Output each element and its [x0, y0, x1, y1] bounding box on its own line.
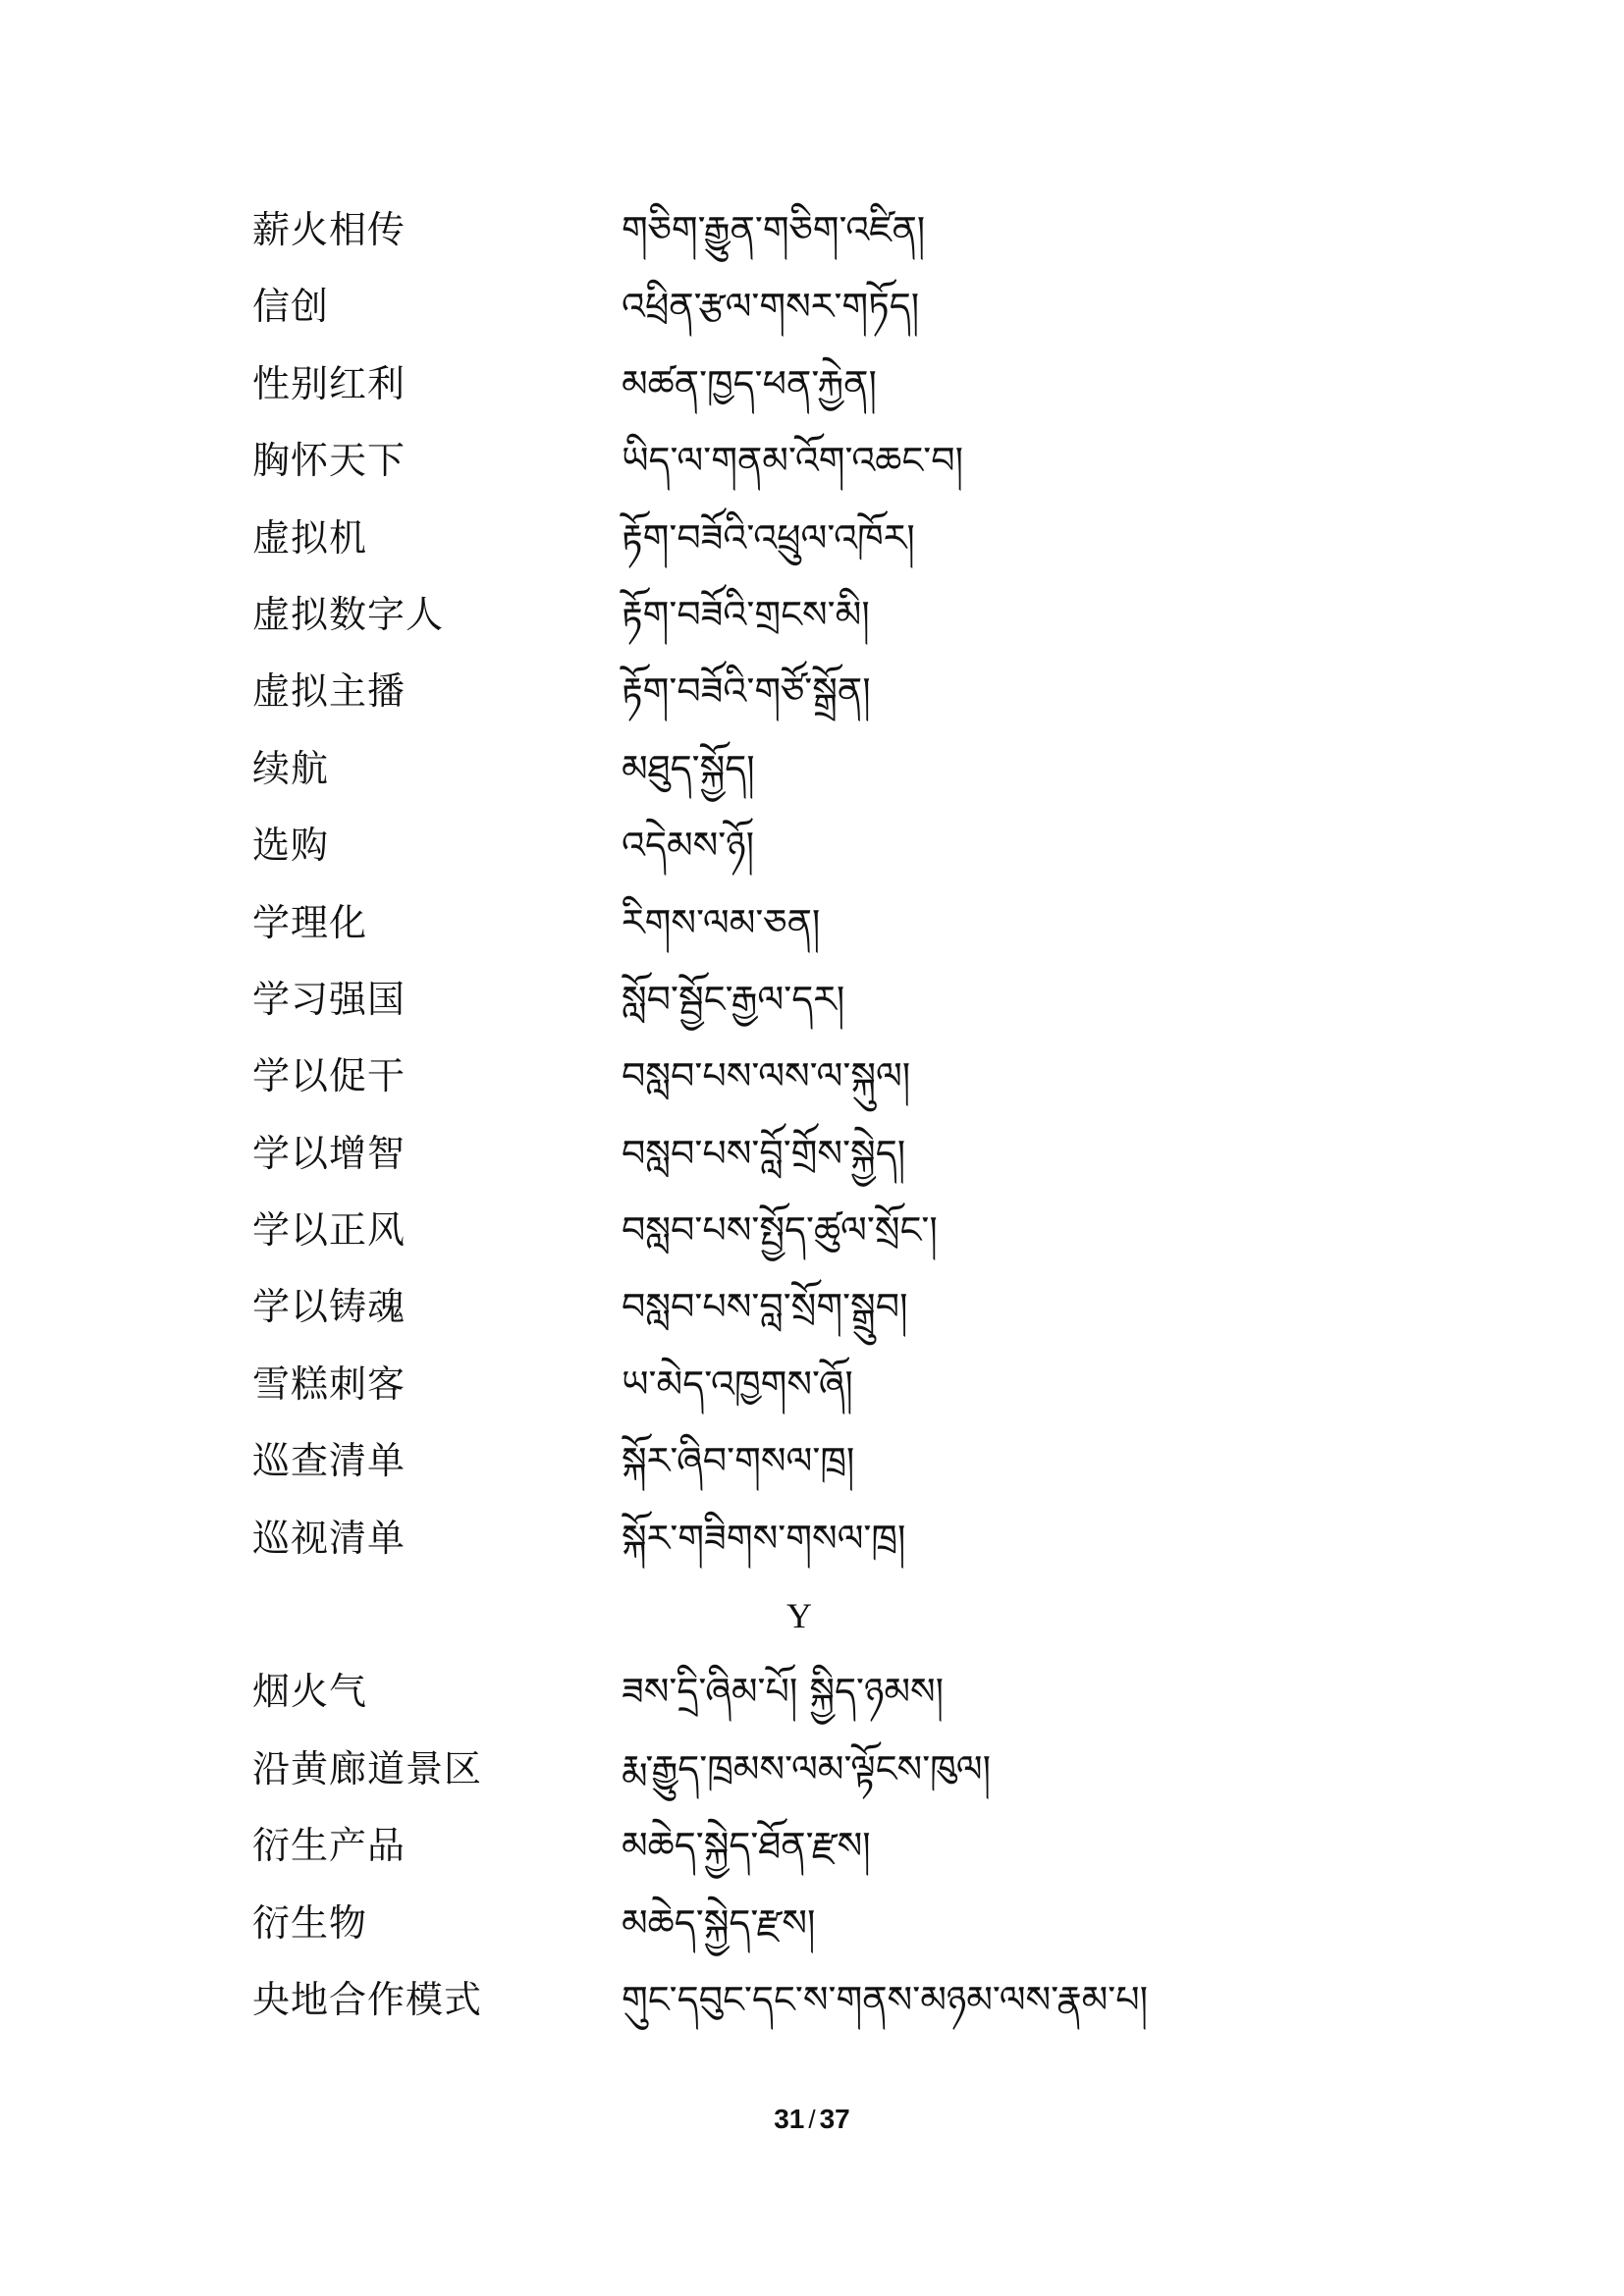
chinese-term: 学以铸魂: [252, 1285, 406, 1329]
glossary-entry: [252, 281, 1372, 357]
tibetan-translation: རྟོག་བཟོའི་གྲངས་མི།: [622, 592, 870, 636]
tibetan-translation: བསླབ་པས་བློ་གྲོས་སྐྱེད།: [622, 1131, 906, 1175]
chinese-term: 虚拟机: [252, 515, 368, 560]
chinese-term: 巡视清单: [252, 1516, 406, 1560]
glossary-entry: [252, 589, 1372, 666]
tibetan-translation: བསླབ་པས་བླ་སྲོག་སྒྲུབ།: [622, 1285, 908, 1329]
page-separator: /: [808, 2105, 816, 2134]
tibetan-translation: རྟོག་བཟོའི་གཙོ་སྒྲོན།: [622, 669, 871, 714]
glossary-list: [252, 204, 1372, 2051]
chinese-term: 学以正风: [252, 1208, 406, 1253]
glossary-entry: [252, 974, 1372, 1050]
glossary-entry: [252, 1974, 1372, 2051]
glossary-entry: [252, 1435, 1372, 1512]
glossary-entry: [252, 666, 1372, 742]
glossary-entry: [252, 1204, 1372, 1281]
glossary-entry: [252, 1743, 1372, 1820]
glossary-entry: [252, 1359, 1372, 1435]
glossary-entry: [252, 1281, 1372, 1358]
chinese-term: 学习强国: [252, 977, 406, 1021]
chinese-term: 学理化: [252, 900, 368, 944]
tibetan-translation: ཟས་དྲི་ཞིམ་པོ། སྐྱིད་ཉམས།: [622, 1670, 945, 1714]
glossary-entry: [252, 435, 1372, 511]
chinese-term: 央地合作模式: [252, 1977, 483, 2021]
glossary-entry: [252, 743, 1372, 820]
chinese-term: 选购: [252, 824, 330, 868]
chinese-term: 信创: [252, 285, 330, 329]
tibetan-translation: སློབ་སྦྱོང་རྒྱལ་དར།: [622, 977, 845, 1021]
tibetan-translation: སྐོར་ཞིབ་གསལ་ཁྲ།: [622, 1439, 855, 1483]
chinese-term: 虚拟数字人: [252, 592, 445, 636]
chinese-term: 性别红利: [252, 361, 406, 405]
glossary-entry: [252, 820, 1372, 896]
glossary-entry: [252, 1666, 1372, 1742]
tibetan-translation: མཆེད་སྐྱེད་རྫས།: [622, 1900, 816, 1945]
page-number: [0, 2104, 1624, 2135]
tibetan-translation: མཚན་ཁྱད་ཕན་རྐྱེན།: [622, 361, 877, 405]
page-total: 37: [819, 2104, 850, 2134]
glossary-entry: [252, 897, 1372, 974]
section-letter: Y: [786, 1596, 812, 1636]
chinese-term: 续航: [252, 746, 330, 790]
tibetan-translation: སྐོར་གཟིགས་གསལ་ཁྲ།: [622, 1516, 906, 1560]
glossary-entry: [252, 204, 1372, 281]
tibetan-translation: བསླབ་པས་ལས་ལ་སྐུལ།: [622, 1054, 911, 1098]
chinese-term: 衍生产品: [252, 1824, 406, 1868]
glossary-entry: [252, 1897, 1372, 1974]
tibetan-translation: ཡ་མེད་འཁྱགས་ཞོ།: [622, 1362, 853, 1406]
tibetan-translation: མཐུད་སྐྱོད།: [622, 746, 755, 790]
chinese-term: 薪火相传: [252, 208, 406, 251]
chinese-term: 学以促干: [252, 1054, 406, 1098]
chinese-term: 烟火气: [252, 1670, 368, 1714]
glossary-entry: [252, 1050, 1372, 1127]
glossary-entry: [252, 1820, 1372, 1896]
tibetan-translation: བསླབ་པས་སྤྱོད་ཚུལ་སྲོང་།: [622, 1208, 938, 1253]
chinese-term: 沿黄廊道景区: [252, 1746, 483, 1790]
glossary-entry: [252, 1513, 1372, 1589]
tibetan-translation: རྨ་རྒྱུད་ཁྲམས་ལམ་ལྟོངས་ཁུལ།: [622, 1746, 992, 1790]
chinese-term: 雪糕刺客: [252, 1362, 406, 1406]
chinese-term: 巡查清单: [252, 1439, 406, 1483]
chinese-term: 虚拟主播: [252, 669, 406, 714]
tibetan-translation: འདེམས་ཉོ།: [622, 824, 755, 868]
chinese-term: 衍生物: [252, 1900, 368, 1945]
page-current: 31: [774, 2104, 805, 2134]
tibetan-translation: མཆེད་སྐྱེད་ཐོན་རྫས།: [622, 1824, 871, 1868]
tibetan-translation: རྟོག་བཟོའི་འཕྲུལ་འཁོར།: [622, 515, 915, 560]
glossary-entry: [252, 1128, 1372, 1204]
tibetan-translation: གཅིག་རྒྱུན་གཅིག་འཛིན།: [622, 208, 926, 251]
tibetan-translation: རིགས་ལམ་ཅན།: [622, 900, 821, 944]
chinese-term: 胸怀天下: [252, 439, 406, 483]
tibetan-translation: འཕྲིན་རྩལ་གསར་གཏོད།: [622, 285, 920, 329]
tibetan-translation: ཡིད་ལ་གནམ་འོག་འཆང་བ།: [622, 439, 964, 483]
glossary-entry: [252, 358, 1372, 435]
glossary-entry: [252, 512, 1372, 589]
section-heading: [252, 1589, 1372, 1666]
tibetan-translation: གུང་དབུང་དང་ས་གནས་མཉམ་ལས་རྣམ་པ།: [622, 1977, 1149, 2021]
chinese-term: 学以增智: [252, 1131, 406, 1175]
